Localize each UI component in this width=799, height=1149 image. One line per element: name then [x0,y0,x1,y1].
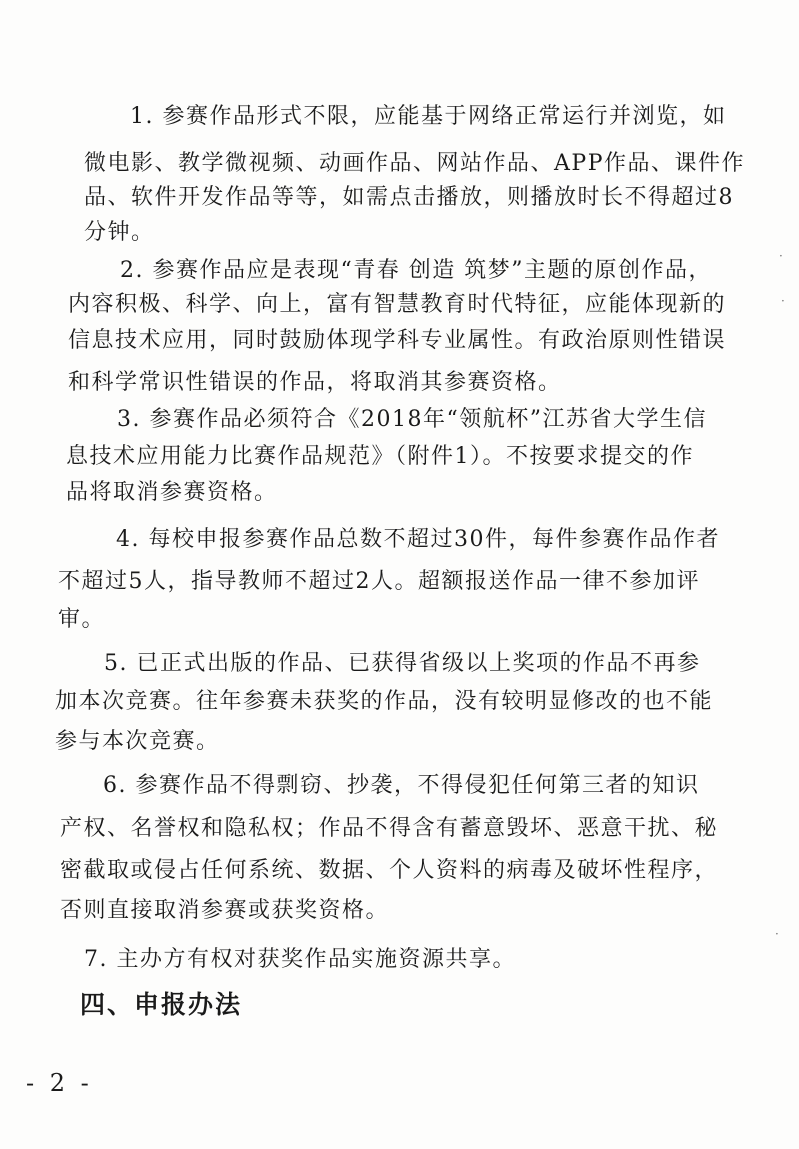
paragraph-4-line-3: 审。 [58,607,106,632]
paragraph-4-line-1: 4. 每校申报参赛作品总数不超过30件，每件参赛作品作者 [116,527,720,552]
paragraph-4-line-2: 不超过5人，指导教师不超过2人。超额报送作品一律不参加评 [58,569,700,594]
paragraph-1-line-4: 分钟。 [84,220,155,245]
paragraph-2-line-2: 内容积极、科学、向上，富有智慧教育时代特征，应能体现新的 [68,292,727,317]
paragraph-6-line-3: 密截取或侵占任何系统、数据、个人资料的病毒及破坏性程序， [60,858,719,883]
paragraph-3-line-1: 3. 参赛作品必须符合《2018年“领航杯”江苏省大学生信 [117,407,707,432]
paragraph-6-line-1: 6. 参赛作品不得剽窃、抄袭，不得侵犯任何第三者的知识 [103,773,700,798]
paragraph-7-line-1: 7. 主办方有权对获奖作品实施资源共享。 [84,947,516,972]
scan-speck: · [781,294,785,308]
page-number: - 2 - [26,1069,93,1097]
paragraph-3-line-2: 息技术应用能力比赛作品规范》（附件1）。不按要求提交的作 [66,444,694,469]
paragraph-5-line-3: 参与本次竞赛。 [55,729,220,754]
paragraph-1-line-3: 品、软件开发作品等等，如需点击播放，则播放时长不得超过8 [84,185,734,210]
paragraph-3-line-3: 品将取消参赛资格。 [66,480,278,505]
scan-speck: · [779,249,783,263]
scan-speck: · [775,927,779,941]
section-heading: 四、申报办法 [80,990,243,1019]
paragraph-5-line-2: 加本次竞赛。往年参赛未获奖的作品，没有较明显修改的也不能 [55,689,714,714]
paragraph-2-line-4: 和科学常识性错误的作品，将取消其参赛资格。 [68,370,562,395]
paragraph-5-line-1: 5. 已正式出版的作品、已获得省级以上奖项的作品不再参 [104,651,701,676]
paragraph-2-line-1: 2. 参赛作品应是表现“青春 创造 筑梦”主题的原创作品， [120,258,712,283]
paragraph-6-line-2: 产权、名誉权和隐私权；作品不得含有蓄意毁坏、恶意干扰、秘 [60,816,719,841]
paragraph-1-line-2: 微电影、教学微视频、动画作品、网站作品、APP作品、课件作 [84,151,745,176]
paragraph-6-line-4: 否则直接取消参赛或获奖资格。 [60,898,390,923]
paragraph-1-line-1: 1. 参赛作品形式不限，应能基于网络正常运行并浏览，如 [130,104,727,129]
paragraph-2-line-3: 信息技术应用，同时鼓励体现学科专业属性。有政治原则性错误 [68,328,727,353]
